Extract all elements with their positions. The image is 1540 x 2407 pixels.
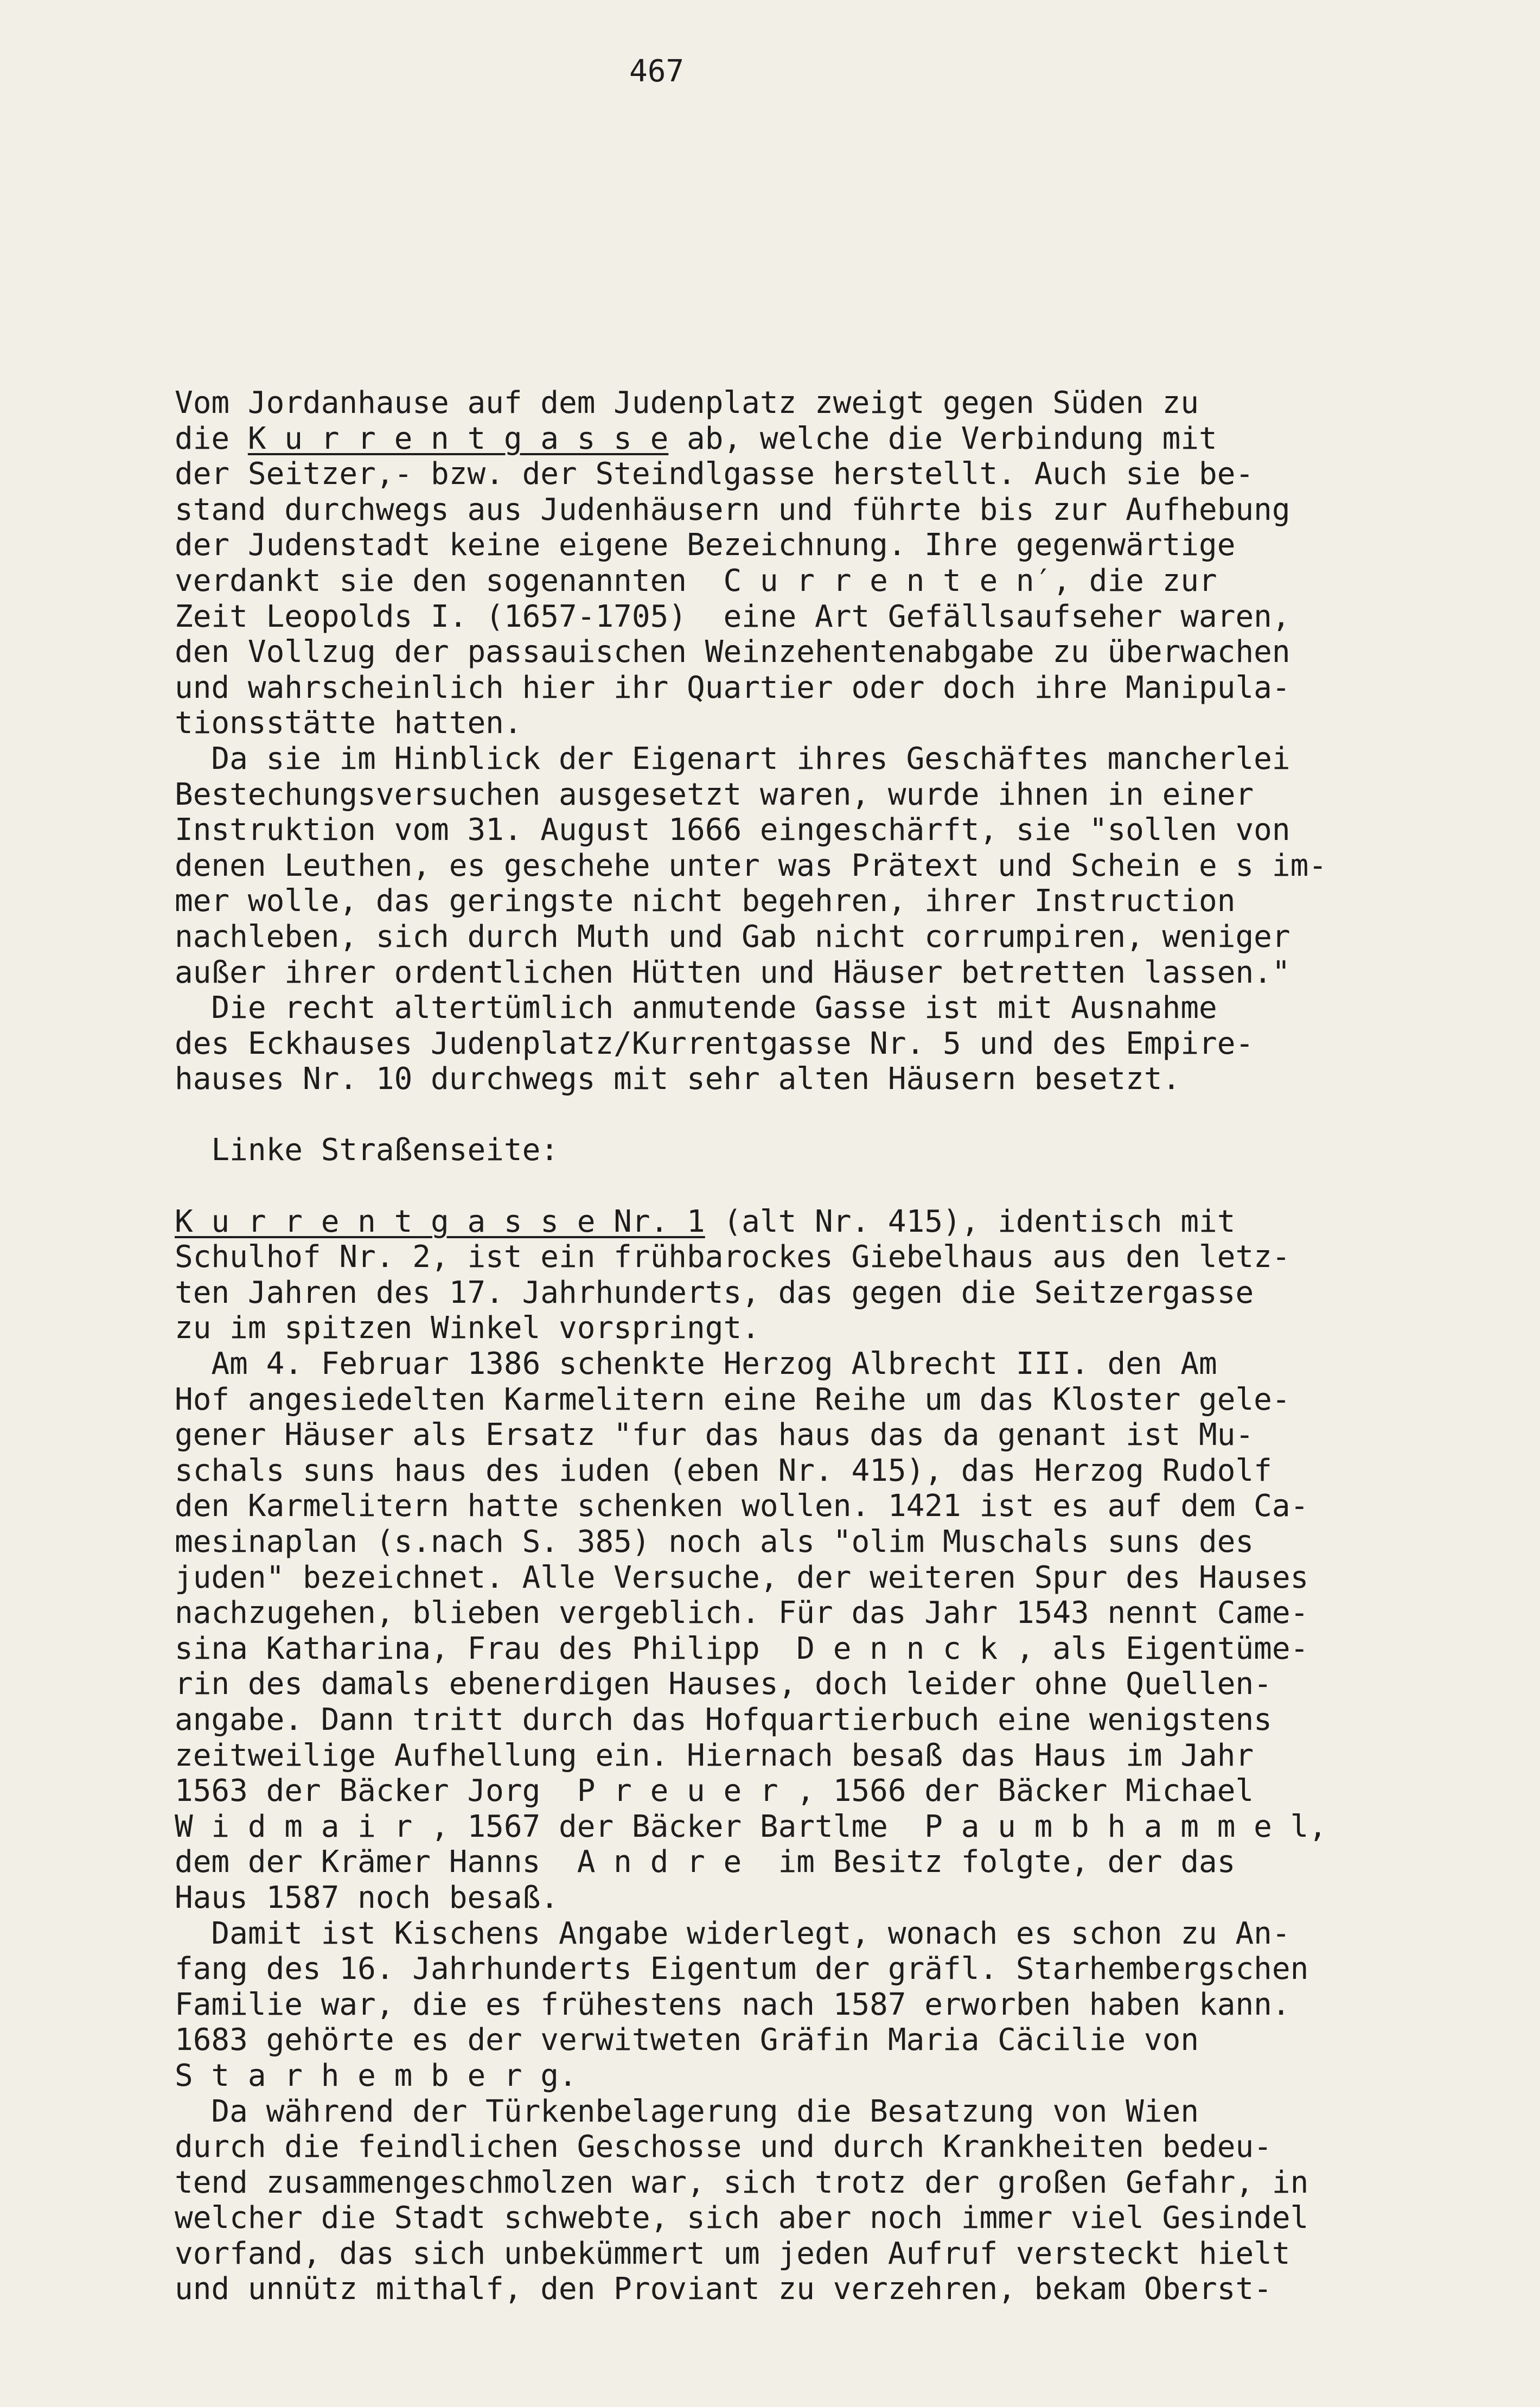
text-line: und unnütz mithalf, den Proviant zu verzehren, bekam Oberst- <box>175 2271 1272 2307</box>
text-line: Am 4. Februar 1386 schenkte Herzog Albrecht III. den Am <box>175 1346 1217 1382</box>
text-run: (alt Nr. 415), identisch mit <box>705 1204 1236 1239</box>
paragraph <box>175 1132 1540 1168</box>
text-line: denen Leuthen, es geschehe unter was Prätext und Schein e s im- <box>175 848 1327 883</box>
text-line: Familie war, die es frühestens nach 1587 erworben haben kann. <box>175 1986 1290 2022</box>
text-line: fang des 16. Jahrhunderts Eigentum der gräfl. Starhembergschen <box>175 1951 1309 1987</box>
text-line: W i d m a i r , 1567 der Bäcker Bartlme P a u m b h a m m e l, <box>175 1809 1327 1844</box>
text-line: der Judenstadt keine eigene Bezeichnung. Ihre gegenwärtige <box>175 527 1236 563</box>
text-line: hauses Nr. 10 durchwegs mit sehr alten Häusern besetzt. <box>175 1061 1181 1097</box>
text-line: mer wolle, das geringste nicht begehren, ihrer Instruction <box>175 883 1236 919</box>
text-line: nachzugehen, blieben vergeblich. Für das Jahr 1543 nennt Came- <box>175 1595 1309 1631</box>
text-line: Da sie im Hinblick der Eigenart ihres Geschäftes mancherlei <box>175 741 1290 776</box>
text-line: Haus 1587 noch besaß. <box>175 1880 559 1915</box>
underlined-heading: K u r r e n t g a s s e Nr. 1 <box>175 1204 705 1239</box>
text-line: 1683 gehörte es der verwitweten Gräfin Maria Cäcilie von <box>175 2022 1199 2058</box>
paragraph-gap <box>175 1097 1540 1133</box>
text-line: und wahrscheinlich hier ihr Quartier oder doch ihre Manipula- <box>175 670 1290 705</box>
text-line: gener Häuser als Ersatz "fur das haus das da genant ist Mu- <box>175 1417 1254 1453</box>
text-line: der Seitzer,- bzw. der Steindlgasse herstellt. Auch sie be- <box>175 456 1254 492</box>
text-line: Schulhof Nr. 2, ist ein frühbarockes Giebelhaus aus den letz- <box>175 1239 1290 1275</box>
text-line: welcher die Stadt schwebte, sich aber noch immer viel Gesindel <box>175 2200 1309 2236</box>
text-line: dem der Krämer Hanns A n d r e im Besitz folgte, der das <box>175 1844 1236 1880</box>
text-line: mesinaplan (s.nach S. 385) noch als "olim Muschals suns des <box>175 1524 1254 1559</box>
text-line: Da während der Türkenbelagerung die Besatzung von Wien <box>175 2093 1199 2129</box>
text-line: vorfand, das sich unbekümmert um jeden Aufruf versteckt hielt <box>175 2236 1290 2271</box>
text-run: ab, welche die Verbindung mit <box>668 421 1217 456</box>
text-line: Instruktion vom 31. August 1666 eingeschärft, sie "sollen von <box>175 812 1290 848</box>
text-line: tionsstätte hatten. <box>175 705 522 741</box>
text-line <box>175 421 1540 457</box>
text-line: zeitweilige Aufhellung ein. Hiernach besaß das Haus im Jahr <box>175 1737 1254 1773</box>
text-line: stand durchwegs aus Judenhäusern und führte bis zur Aufhebung <box>175 492 1290 527</box>
text-line: durch die feindlichen Geschosse und durch Krankheiten bedeu- <box>175 2129 1272 2165</box>
page-body <box>175 385 1540 2307</box>
text-line: Damit ist Kischens Angabe widerlegt, wonach es schon zu An- <box>175 1915 1290 1951</box>
text-line: S t a r h e m b e r g. <box>175 2058 577 2093</box>
text-line <box>175 1204 1540 1240</box>
text-line: schals suns haus des iuden (eben Nr. 415), das Herzog Rudolf <box>175 1453 1272 1488</box>
text-line: außer ihrer ordentlichen Hütten und Häuser betretten lassen." <box>175 954 1290 990</box>
text-line: juden" bezeichnet. Alle Versuche, der weiteren Spur des Hauses <box>175 1559 1309 1595</box>
text-line: rin des damals ebenerdigen Hauses, doch leider ohne Quellen- <box>175 1666 1272 1702</box>
text-line: Die recht altertümlich anmutende Gasse ist mit Ausnahme <box>175 990 1217 1026</box>
text-line: angabe. Dann tritt durch das Hofquartierbuch eine wenigstens <box>175 1702 1272 1737</box>
text-line: verdankt sie den sogenannten C u r r e n t e n′, die zur <box>175 563 1217 598</box>
text-line: ten Jahren des 17. Jahrhunderts, das gegen die Seitzergasse <box>175 1275 1254 1310</box>
paragraph <box>175 1204 1540 2307</box>
text-line: zu im spitzen Winkel vorspringt. <box>175 1310 760 1346</box>
text-line: den Vollzug der passauischen Weinzehentenabgabe zu überwachen <box>175 634 1290 670</box>
page-number: 467 <box>629 54 685 89</box>
text-line: Hof angesiedelten Karmelitern eine Reihe um das Kloster gele- <box>175 1381 1290 1417</box>
paragraph <box>175 385 1540 1097</box>
text-line: nachleben, sich durch Muth und Gab nicht corrumpiren, weniger <box>175 919 1290 954</box>
text-line: 1563 der Bäcker Jorg P r e u e r , 1566 der Bäcker Michael <box>175 1773 1254 1809</box>
text-line: sina Katharina, Frau des Philipp D e n n c k , als Eigentüme- <box>175 1631 1309 1666</box>
text-line: Zeit Leopolds I. (1657-1705) eine Art Gefällsaufseher waren, <box>175 598 1290 634</box>
text-line: Bestechungsversuchen ausgesetzt waren, wurde ihnen in einer <box>175 776 1254 812</box>
text-line: Linke Straßenseite: <box>175 1132 559 1168</box>
paragraph-gap <box>175 1168 1540 1204</box>
text-line: des Eckhauses Judenplatz/Kurrentgasse Nr. 5 und des Empire- <box>175 1026 1254 1061</box>
text-run: die <box>175 421 248 456</box>
text-line: den Karmelitern hatte schenken wollen. 1421 ist es auf dem Ca- <box>175 1488 1309 1524</box>
underlined-heading: K u r r e n t g a s s e <box>247 421 669 456</box>
text-line: tend zusammengeschmolzen war, sich trotz der großen Gefahr, in <box>175 2164 1309 2200</box>
text-line: Vom Jordanhause auf dem Judenplatz zweigt gegen Süden zu <box>175 385 1199 421</box>
